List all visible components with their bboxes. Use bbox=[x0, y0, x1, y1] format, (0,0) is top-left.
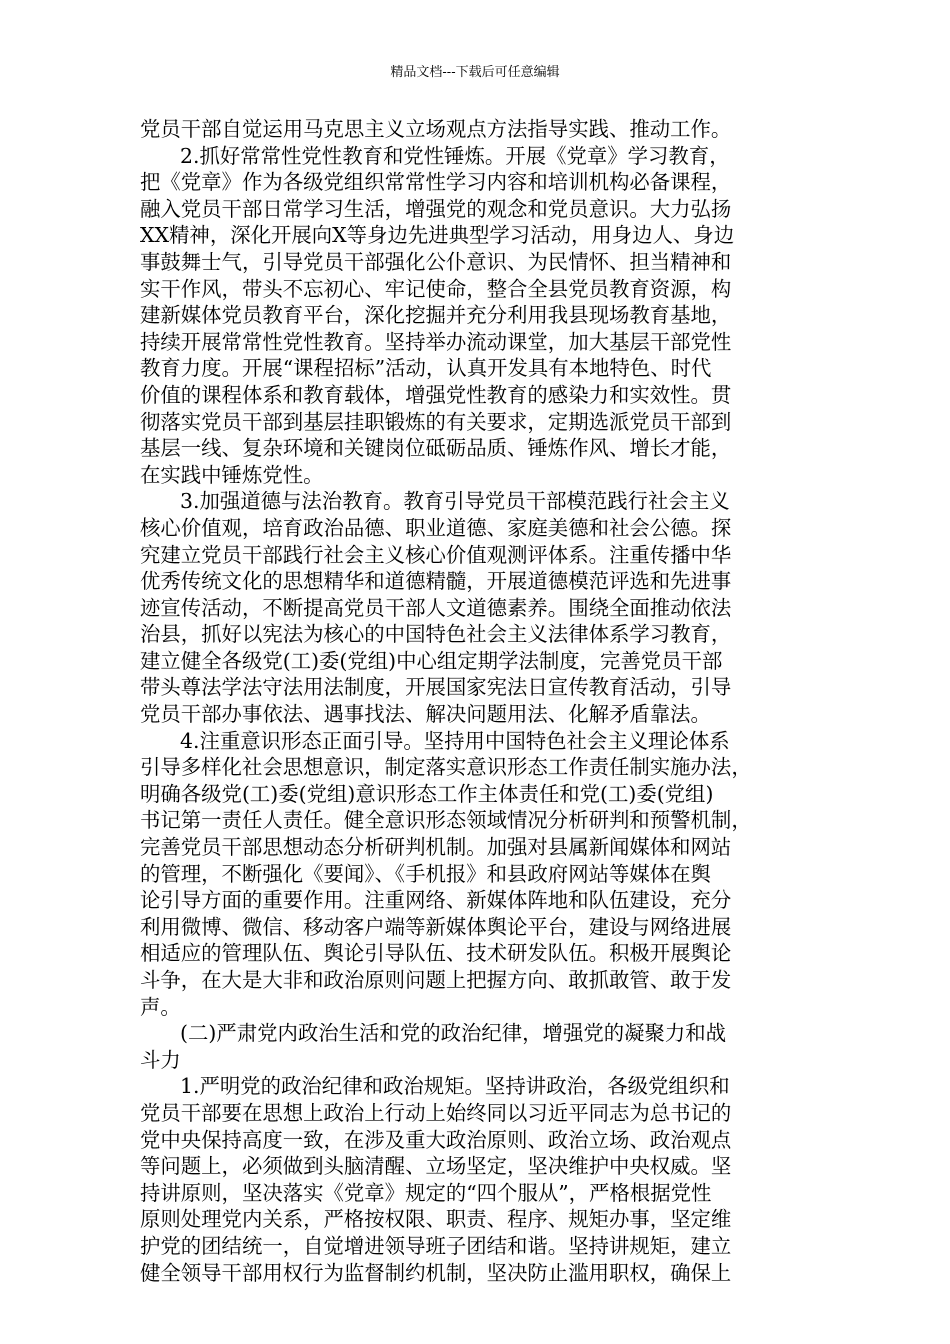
text-line: 利用微博、微信、移动客户端等新媒体舆论平台，建设与网络进展 bbox=[140, 914, 732, 939]
text-line: 带头尊法学法守法用法制度，开展国家宪法日宣传教育活动，引导 bbox=[140, 675, 732, 700]
text-line: 党员干部办事依法、遇事找法、解决问题用法、化解矛盾靠法。 bbox=[140, 702, 711, 727]
text-line: 等问题上，必须做到头脑清醒、立场坚定，坚决维护中央权威。坚 bbox=[140, 1154, 732, 1179]
text-line: 价值的课程体系和教育载体，增强党性教育的感染力和实效性。贯 bbox=[140, 382, 732, 407]
text-line: 建立健全各级党(工)委(党组)中心组定期学法制度，完善党员干部 bbox=[140, 648, 723, 673]
text-line: 建新媒体党员教育平台，深化挖掘并充分利用我县现场教育基地， bbox=[140, 303, 732, 328]
text-line: (二)严肃党内政治生活和党的政治纪律，增强党的凝聚力和战 bbox=[180, 1021, 727, 1046]
text-line: 斗力 bbox=[140, 1047, 181, 1072]
text-line: 的管理，不断强化《要闻》、《手机报》和县政府网站等媒体在舆 bbox=[140, 861, 711, 886]
text-line: 健全领导干部用权行为监督制约机制，坚决防止滥用职权，确保上 bbox=[140, 1260, 732, 1285]
text-line: 党员干部自觉运用马克思主义立场观点方法指导实践、推动工作。 bbox=[140, 117, 732, 141]
text-line: 持讲原则，坚决落实《党章》规定的“四个服从”，严格根据党性 bbox=[140, 1180, 712, 1205]
text-line: 融入党员干部日常学习生活，增强党的观念和党员意识。大力弘扬 bbox=[140, 196, 732, 221]
document-body bbox=[140, 116, 812, 1286]
text-line: 声。 bbox=[140, 994, 181, 1019]
text-line: 基层一线、复杂环境和关键岗位砥砺品质、锤炼作风、增长才能， bbox=[140, 436, 732, 461]
text-line: 迹宣传活动，不断提高党员干部人文道德素养。围绕全面推动依法 bbox=[140, 595, 732, 620]
text-line: 书记第一责任人责任。健全意识形态领域情况分析研判和预警机制， bbox=[140, 808, 752, 833]
text-line: 治县，抓好以宪法为核心的中国特色社会主义法律体系学习教育， bbox=[140, 622, 732, 647]
page-header: 精品文档---下载后可任意编辑 bbox=[390, 65, 560, 80]
text-line: 党中央保持高度一致，在涉及重大政治原则、政治立场、政治观点 bbox=[140, 1127, 732, 1152]
text-line: 核心价值观，培育政治品德、职业道德、家庭美德和社会公德。探 bbox=[140, 515, 732, 540]
text-line: XX精神，深化开展向X等身边先进典型学习活动，用身边人、身边 bbox=[140, 223, 735, 248]
text-line: 持续开展常常性党性教育。坚持举办流动课堂，加大基层干部党性 bbox=[140, 329, 732, 354]
text-line: 1.严明党的政治纪律和政治规矩。坚持讲政治，各级党组织和 bbox=[180, 1074, 730, 1099]
text-line: 党员干部要在思想上政治上行动上始终同以习近平同志为总书记的 bbox=[140, 1100, 732, 1125]
text-line: 事鼓舞士气，引导党员干部强化公仆意识、为民情怀、担当精神和 bbox=[140, 249, 732, 274]
text-line: 究建立党员干部践行社会主义核心价值观测评体系。注重传播中华 bbox=[140, 542, 732, 567]
text-line: 实干作风，带头不忘初心、牢记使命，整合全县党员教育资源，构 bbox=[140, 276, 732, 301]
text-line: 斗争，在大是大非和政治原则问题上把握方向、敢抓敢管、敢于发 bbox=[140, 968, 732, 992]
text-line: 原则处理党内关系，严格按权限、职责、程序、规矩办事，坚定维 bbox=[140, 1207, 732, 1232]
text-line: 护党的团结统一，自觉增进领导班子团结和谐。坚持讲规矩，建立 bbox=[140, 1233, 732, 1258]
text-line: 在实践中锤炼党性。 bbox=[140, 462, 324, 487]
text-line: 完善党员干部思想动态分析研判机制。加强对县属新闻媒体和网站 bbox=[140, 835, 732, 860]
text-line: 把《党章》作为各级党组织常常性学习内容和培训机构必备课程， bbox=[140, 170, 732, 195]
text-line: 相适应的管理队伍、舆论引导队伍、技术研发队伍。积极开展舆论 bbox=[140, 941, 732, 966]
text-line: 明确各级党(工)委(党组)意识形态工作主体责任和党(工)委(党组) bbox=[140, 781, 714, 806]
text-line: 3.加强道德与法治教育。教育引导党员干部模范践行社会主义 bbox=[180, 489, 730, 514]
text-line: 教育力度。开展“课程招标”活动，认真开发具有本地特色、时代 bbox=[140, 356, 712, 381]
text-line: 2.抓好常常性党性教育和党性锤炼。开展《党章》学习教育， bbox=[180, 143, 730, 168]
text-line: 引导多样化社会思想意识，制定落实意识形态工作责任制实施办法， bbox=[140, 755, 752, 780]
text-line: 优秀传统文化的思想精华和道德精髓，开展道德模范评选和先进事 bbox=[140, 569, 732, 594]
text-line: 论引导方面的重要作用。注重网络、新媒体阵地和队伍建设，充分 bbox=[140, 888, 732, 913]
text-line: 4.注重意识形态正面引导。坚持用中国特色社会主义理论体系 bbox=[180, 728, 730, 753]
text-line: 彻落实党员干部到基层挂职锻炼的有关要求，定期选派党员干部到 bbox=[140, 409, 732, 434]
